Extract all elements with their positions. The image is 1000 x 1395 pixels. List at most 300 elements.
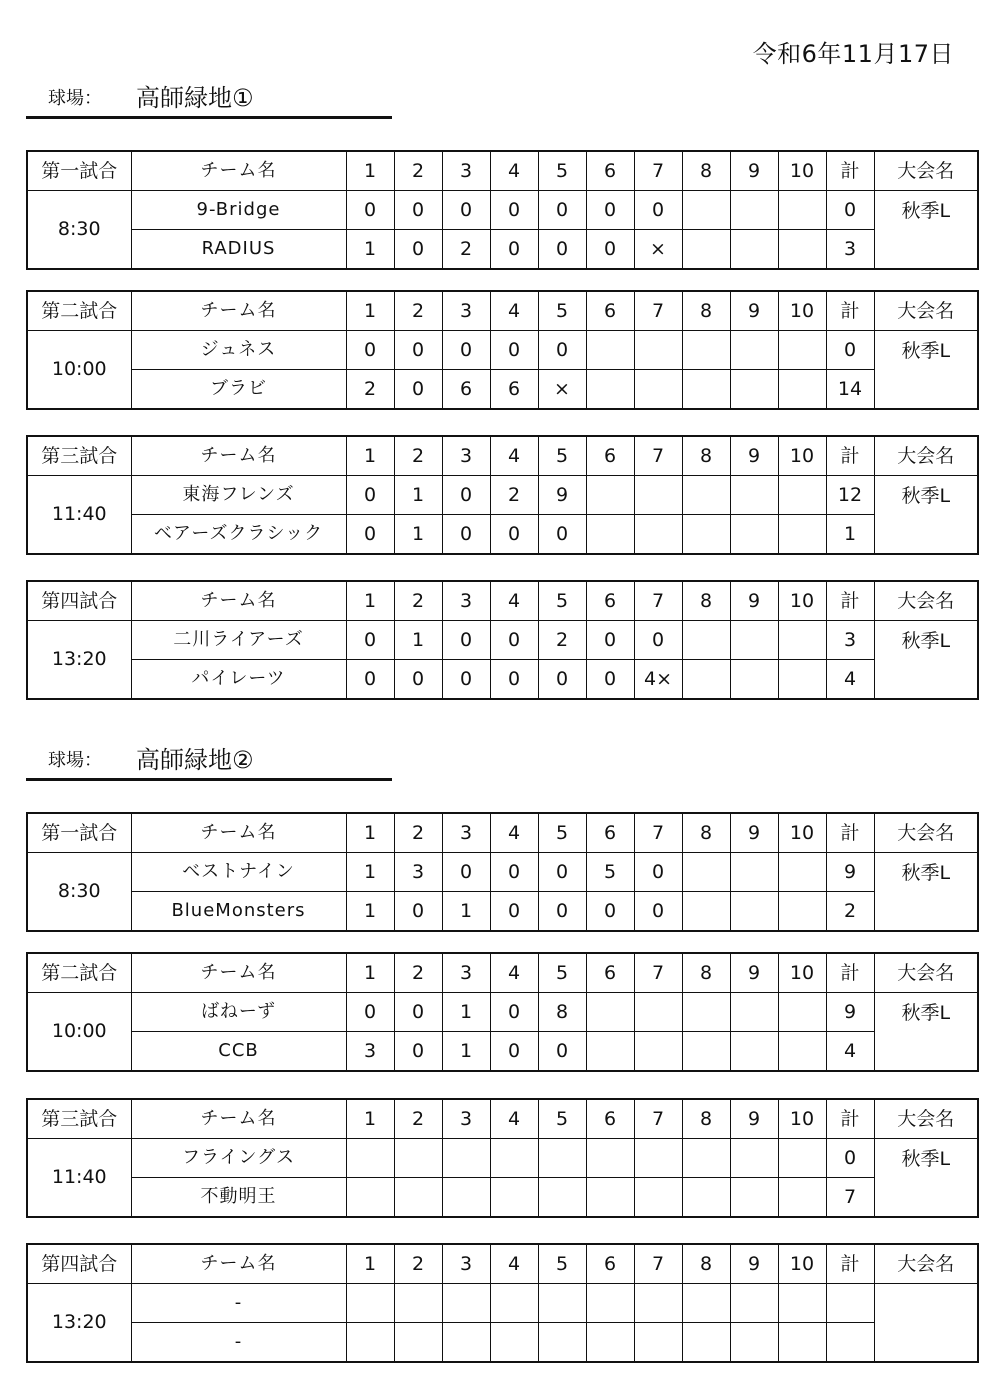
team-name: 東海フレンズ [131, 476, 346, 515]
team-header: チーム名 [131, 1099, 346, 1139]
inning-score: 0 [442, 621, 490, 660]
inning-header: 5 [538, 813, 586, 853]
inning-score [778, 331, 826, 370]
inning-score [730, 660, 778, 700]
inning-score [634, 370, 682, 410]
game-label: 第三試合 [27, 1099, 131, 1139]
inning-header: 3 [442, 1099, 490, 1139]
tournament-name: 秋季L [874, 331, 978, 410]
team-row [27, 331, 978, 370]
inning-header: 10 [778, 1244, 826, 1284]
team-header: チーム名 [131, 151, 346, 191]
inning-score [778, 191, 826, 230]
inning-score: 0 [586, 621, 634, 660]
inning-header: 4 [490, 1244, 538, 1284]
inning-score [778, 1284, 826, 1323]
inning-score [730, 1032, 778, 1072]
tournament-header: 大会名 [874, 953, 978, 993]
inning-score [730, 1139, 778, 1178]
inning-score: 0 [442, 515, 490, 555]
inning-score [346, 1178, 394, 1218]
inning-score: 6 [442, 370, 490, 410]
inning-header: 8 [682, 581, 730, 621]
inning-score: 0 [538, 853, 586, 892]
inning-header: 8 [682, 291, 730, 331]
inning-score: 8 [538, 993, 586, 1032]
inning-score [778, 993, 826, 1032]
inning-score: 2 [490, 476, 538, 515]
inning-score: 4× [634, 660, 682, 700]
inning-header: 7 [634, 581, 682, 621]
inning-header: 5 [538, 151, 586, 191]
inning-header: 2 [394, 291, 442, 331]
inning-score [586, 1032, 634, 1072]
inning-score: 1 [346, 853, 394, 892]
inning-score: 0 [490, 993, 538, 1032]
inning-score [778, 230, 826, 270]
team-name: ばねーず [131, 993, 346, 1032]
inning-score [730, 853, 778, 892]
inning-score [634, 515, 682, 555]
inning-score: 0 [442, 660, 490, 700]
inning-score [778, 370, 826, 410]
inning-score: × [538, 370, 586, 410]
tournament-name [874, 1284, 978, 1363]
team-header: チーム名 [131, 581, 346, 621]
inning-header: 8 [682, 151, 730, 191]
inning-score: 0 [490, 853, 538, 892]
inning-score: 0 [538, 331, 586, 370]
inning-score [778, 1323, 826, 1363]
inning-score [730, 621, 778, 660]
inning-header: 4 [490, 953, 538, 993]
inning-score: 0 [346, 993, 394, 1032]
inning-score: 0 [346, 476, 394, 515]
inning-score [634, 1139, 682, 1178]
inning-header: 7 [634, 151, 682, 191]
tournament-header: 大会名 [874, 436, 978, 476]
total-score: 0 [826, 331, 874, 370]
inning-score: 0 [442, 853, 490, 892]
inning-header: 4 [490, 436, 538, 476]
inning-header: 10 [778, 436, 826, 476]
inning-score [394, 1178, 442, 1218]
game-time: 8:30 [27, 853, 131, 932]
inning-score [682, 1032, 730, 1072]
inning-header: 5 [538, 1244, 586, 1284]
inning-score: 1 [394, 621, 442, 660]
inning-header: 6 [586, 953, 634, 993]
inning-header: 9 [730, 151, 778, 191]
team-name: RADIUS [131, 230, 346, 270]
game-table [26, 435, 979, 555]
team-name: ジュネス [131, 331, 346, 370]
team-name: フライングス [131, 1139, 346, 1178]
inning-header: 5 [538, 953, 586, 993]
inning-score: 0 [346, 621, 394, 660]
inning-score [586, 476, 634, 515]
inning-header: 1 [346, 151, 394, 191]
team-header: チーム名 [131, 813, 346, 853]
inning-score [682, 1178, 730, 1218]
inning-score: 1 [442, 1032, 490, 1072]
inning-score [730, 370, 778, 410]
total-score: 14 [826, 370, 874, 410]
inning-score [682, 191, 730, 230]
inning-header: 10 [778, 953, 826, 993]
team-name: ブラビ [131, 370, 346, 410]
inning-score [682, 230, 730, 270]
inning-score [442, 1178, 490, 1218]
game-time: 13:20 [27, 621, 131, 700]
tournament-name: 秋季L [874, 853, 978, 932]
team-row [27, 1323, 978, 1363]
inning-header: 2 [394, 151, 442, 191]
inning-header: 2 [394, 953, 442, 993]
inning-score [730, 892, 778, 932]
total-header: 計 [826, 151, 874, 191]
inning-score [442, 1139, 490, 1178]
inning-header: 6 [586, 291, 634, 331]
inning-score [346, 1139, 394, 1178]
game-time: 13:20 [27, 1284, 131, 1363]
inning-header: 8 [682, 813, 730, 853]
inning-score: 1 [394, 476, 442, 515]
inning-header: 4 [490, 1099, 538, 1139]
inning-score [682, 476, 730, 515]
inning-header: 4 [490, 151, 538, 191]
inning-score [538, 1178, 586, 1218]
team-row [27, 476, 978, 515]
inning-header: 1 [346, 1099, 394, 1139]
inning-score: 3 [394, 853, 442, 892]
inning-score: 0 [394, 892, 442, 932]
inning-score [538, 1323, 586, 1363]
inning-header: 6 [586, 1244, 634, 1284]
inning-header: 6 [586, 436, 634, 476]
total-score [826, 1323, 874, 1363]
inning-score: 0 [346, 331, 394, 370]
tournament-header: 大会名 [874, 1099, 978, 1139]
inning-score: 6 [490, 370, 538, 410]
inning-header: 7 [634, 436, 682, 476]
inning-header: 8 [682, 436, 730, 476]
inning-score [394, 1139, 442, 1178]
inning-score [730, 476, 778, 515]
inning-score [394, 1323, 442, 1363]
inning-header: 8 [682, 1099, 730, 1139]
game-label: 第四試合 [27, 581, 131, 621]
team-row [27, 1178, 978, 1218]
inning-header: 9 [730, 813, 778, 853]
total-score: 9 [826, 993, 874, 1032]
team-name: 二川ライアーズ [131, 621, 346, 660]
inning-score [634, 1178, 682, 1218]
team-header: チーム名 [131, 291, 346, 331]
tournament-header: 大会名 [874, 291, 978, 331]
inning-header: 7 [634, 953, 682, 993]
inning-score: 0 [442, 331, 490, 370]
inning-header: 3 [442, 436, 490, 476]
team-row [27, 1139, 978, 1178]
inning-header: 4 [490, 813, 538, 853]
venue-heading [26, 746, 392, 781]
tournament-name: 秋季L [874, 191, 978, 270]
team-header: チーム名 [131, 1244, 346, 1284]
inning-score [730, 1284, 778, 1323]
inning-score [778, 1139, 826, 1178]
inning-score [634, 1284, 682, 1323]
game-label: 第一試合 [27, 151, 131, 191]
inning-header: 1 [346, 436, 394, 476]
header-row [27, 436, 978, 476]
inning-score: 2 [442, 230, 490, 270]
inning-header: 3 [442, 581, 490, 621]
inning-score [730, 331, 778, 370]
game-table [26, 150, 979, 270]
inning-header: 7 [634, 1244, 682, 1284]
header-row [27, 581, 978, 621]
inning-score [490, 1284, 538, 1323]
team-name: - [131, 1323, 346, 1363]
inning-score [442, 1284, 490, 1323]
team-name: BlueMonsters [131, 892, 346, 932]
inning-score [682, 331, 730, 370]
inning-score: 1 [346, 892, 394, 932]
inning-header: 8 [682, 1244, 730, 1284]
inning-score [634, 331, 682, 370]
header-row [27, 291, 978, 331]
inning-header: 2 [394, 436, 442, 476]
inning-score: 9 [538, 476, 586, 515]
tournament-header: 大会名 [874, 1244, 978, 1284]
inning-score: 0 [490, 515, 538, 555]
team-row [27, 993, 978, 1032]
inning-score [682, 621, 730, 660]
inning-header: 10 [778, 581, 826, 621]
game-label: 第四試合 [27, 1244, 131, 1284]
inning-header: 2 [394, 1099, 442, 1139]
inning-header: 9 [730, 581, 778, 621]
inning-score [682, 1323, 730, 1363]
inning-header: 9 [730, 291, 778, 331]
inning-score [538, 1139, 586, 1178]
header-row [27, 151, 978, 191]
inning-header: 4 [490, 291, 538, 331]
game-table [26, 812, 979, 932]
team-row [27, 370, 978, 410]
inning-score: 0 [538, 230, 586, 270]
team-row [27, 515, 978, 555]
total-score: 0 [826, 1139, 874, 1178]
inning-score [634, 1032, 682, 1072]
inning-score [778, 1032, 826, 1072]
game-table [26, 952, 979, 1072]
game-time: 10:00 [27, 331, 131, 410]
game-table [26, 290, 979, 410]
inning-score [394, 1284, 442, 1323]
inning-header: 3 [442, 291, 490, 331]
total-score: 9 [826, 853, 874, 892]
inning-score [586, 1139, 634, 1178]
inning-header: 5 [538, 291, 586, 331]
total-score: 4 [826, 660, 874, 700]
inning-score [682, 892, 730, 932]
team-name: ベストナイン [131, 853, 346, 892]
header-row [27, 1244, 978, 1284]
total-score: 7 [826, 1178, 874, 1218]
inning-header: 3 [442, 151, 490, 191]
tournament-name: 秋季L [874, 621, 978, 700]
inning-score: × [634, 230, 682, 270]
total-header: 計 [826, 581, 874, 621]
total-score: 2 [826, 892, 874, 932]
inning-header: 8 [682, 953, 730, 993]
tournament-name: 秋季L [874, 993, 978, 1072]
inning-header: 7 [634, 291, 682, 331]
inning-score [586, 993, 634, 1032]
inning-score: 0 [538, 191, 586, 230]
inning-header: 2 [394, 581, 442, 621]
inning-score: 2 [346, 370, 394, 410]
inning-header: 9 [730, 1099, 778, 1139]
total-header: 計 [826, 291, 874, 331]
inning-score: 0 [394, 230, 442, 270]
team-header: チーム名 [131, 953, 346, 993]
total-score: 12 [826, 476, 874, 515]
inning-header: 1 [346, 1244, 394, 1284]
inning-score [682, 660, 730, 700]
inning-score [682, 370, 730, 410]
inning-score [682, 515, 730, 555]
inning-score [490, 1139, 538, 1178]
inning-score [778, 621, 826, 660]
inning-score: 0 [490, 191, 538, 230]
total-header: 計 [826, 813, 874, 853]
inning-score: 0 [490, 1032, 538, 1072]
inning-score: 0 [442, 191, 490, 230]
venue-label: 球場： [48, 750, 102, 771]
team-row [27, 1284, 978, 1323]
team-row [27, 621, 978, 660]
inning-score [778, 660, 826, 700]
inning-score [730, 1178, 778, 1218]
inning-score [778, 476, 826, 515]
game-table [26, 580, 979, 700]
team-name: ベアーズクラシック [131, 515, 346, 555]
inning-score: 0 [394, 331, 442, 370]
inning-score [778, 1178, 826, 1218]
inning-header: 4 [490, 581, 538, 621]
inning-score [778, 515, 826, 555]
inning-score [730, 1323, 778, 1363]
tournament-header: 大会名 [874, 151, 978, 191]
inning-score: 0 [634, 892, 682, 932]
inning-header: 6 [586, 1099, 634, 1139]
game-table [26, 1243, 979, 1363]
inning-header: 6 [586, 151, 634, 191]
inning-header: 5 [538, 581, 586, 621]
team-header: チーム名 [131, 436, 346, 476]
inning-score: 2 [538, 621, 586, 660]
inning-score [586, 331, 634, 370]
inning-score: 3 [346, 1032, 394, 1072]
tournament-header: 大会名 [874, 581, 978, 621]
inning-score [682, 1139, 730, 1178]
inning-score [682, 993, 730, 1032]
inning-header: 2 [394, 813, 442, 853]
inning-score: 0 [634, 191, 682, 230]
total-header: 計 [826, 1244, 874, 1284]
game-label: 第二試合 [27, 953, 131, 993]
venue-heading [26, 84, 392, 119]
team-row [27, 1032, 978, 1072]
team-name: - [131, 1284, 346, 1323]
tournament-name: 秋季L [874, 1139, 978, 1218]
inning-score: 0 [490, 660, 538, 700]
game-label: 第三試合 [27, 436, 131, 476]
header-row [27, 953, 978, 993]
inning-score: 0 [538, 1032, 586, 1072]
inning-score: 0 [586, 892, 634, 932]
total-score: 3 [826, 230, 874, 270]
inning-score: 0 [490, 331, 538, 370]
inning-score [586, 1323, 634, 1363]
inning-score [586, 1178, 634, 1218]
inning-header: 1 [346, 813, 394, 853]
inning-header: 10 [778, 151, 826, 191]
total-header: 計 [826, 953, 874, 993]
inning-score [778, 853, 826, 892]
inning-score: 0 [586, 191, 634, 230]
inning-score: 0 [634, 621, 682, 660]
total-score: 3 [826, 621, 874, 660]
inning-score: 0 [442, 476, 490, 515]
inning-score [730, 191, 778, 230]
inning-score [634, 1323, 682, 1363]
inning-score: 0 [586, 230, 634, 270]
team-name: パイレーツ [131, 660, 346, 700]
inning-score: 1 [346, 230, 394, 270]
inning-header: 5 [538, 436, 586, 476]
team-name: CCB [131, 1032, 346, 1072]
inning-score [682, 853, 730, 892]
inning-header: 5 [538, 1099, 586, 1139]
inning-score [586, 515, 634, 555]
document-date: 令和6年11月17日 [752, 40, 954, 68]
team-name: 9-Bridge [131, 191, 346, 230]
total-header: 計 [826, 1099, 874, 1139]
inning-score: 0 [634, 853, 682, 892]
inning-header: 1 [346, 953, 394, 993]
inning-header: 10 [778, 1099, 826, 1139]
inning-score [730, 993, 778, 1032]
header-row [27, 813, 978, 853]
inning-header: 3 [442, 1244, 490, 1284]
inning-header: 10 [778, 291, 826, 331]
team-name: 不動明王 [131, 1178, 346, 1218]
game-label: 第二試合 [27, 291, 131, 331]
team-row [27, 660, 978, 700]
inning-score: 0 [346, 191, 394, 230]
team-row [27, 191, 978, 230]
game-time: 11:40 [27, 476, 131, 555]
inning-score: 0 [490, 892, 538, 932]
inning-header: 6 [586, 581, 634, 621]
inning-score: 0 [346, 515, 394, 555]
inning-score [586, 370, 634, 410]
inning-score: 0 [394, 993, 442, 1032]
